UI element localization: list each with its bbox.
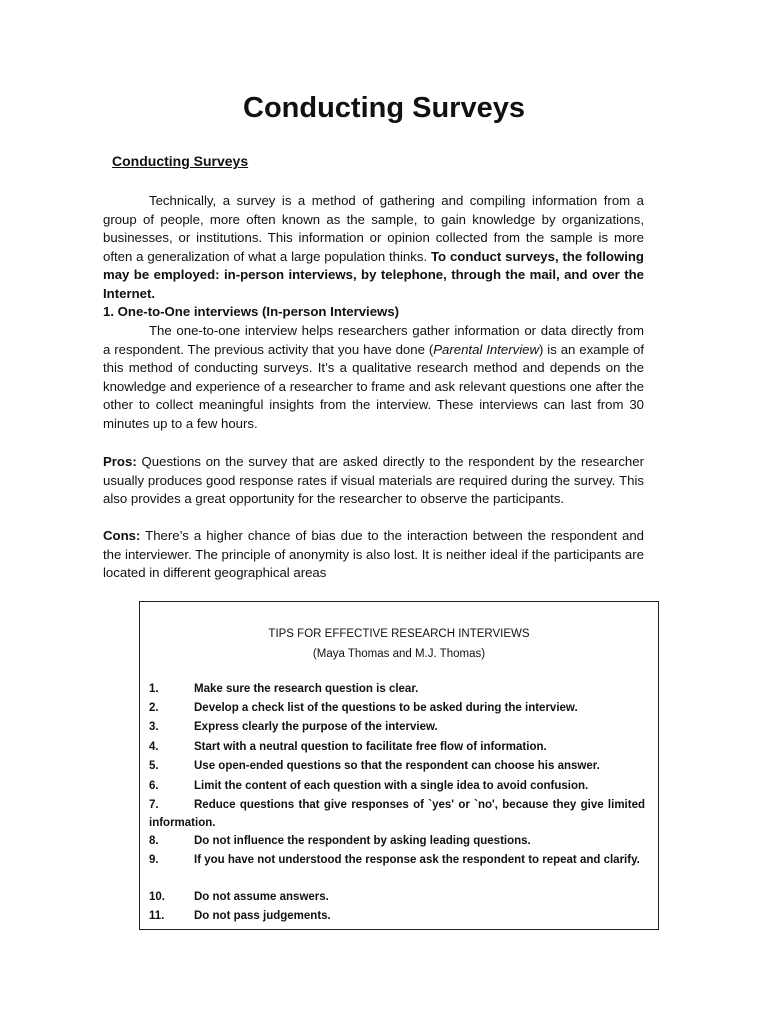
tips-box-title: TIPS FOR EFFECTIVE RESEARCH INTERVIEWS	[268, 628, 530, 640]
tip-text: Develop a check list of the questions to be asked during the interview.	[194, 702, 578, 714]
tip-text: Reduce questions that give responses of `yes' or `no', because they give limited information.	[149, 799, 645, 829]
section-1-text-before: The one-to-one interview helps researchers gather information or data directly from a respondent. The previous activity that you have done (	[103, 323, 644, 357]
section-1-heading: 1. One-to-One interviews (In-person Interviews)	[103, 304, 400, 319]
tips-box	[139, 601, 659, 930]
pros-paragraph	[103, 453, 644, 509]
tip-item	[149, 889, 645, 907]
cons-paragraph	[103, 527, 644, 583]
tip-number: 5.	[149, 760, 159, 772]
tip-text: Do not influence the respondent by asking leading questions.	[194, 835, 531, 847]
section-1-paragraph	[103, 322, 644, 434]
tip-item	[149, 908, 645, 926]
tip-number: 9.	[149, 854, 159, 866]
tip-item	[149, 852, 645, 870]
tip-number: 8.	[149, 835, 159, 847]
page-title: Conducting Surveys	[243, 92, 525, 124]
tip-item	[149, 758, 645, 776]
tip-number: 11.	[149, 910, 165, 922]
tip-item	[149, 797, 645, 832]
cons-text: There’s a higher chance of bias due to the interaction between the respondent and the interviewer. The principle of anonymity is also lost. It is neither ideal if the participants are located in different geographical areas	[103, 528, 644, 581]
tip-number: 1.	[149, 683, 159, 695]
tip-item	[149, 719, 645, 737]
tip-number: 10.	[149, 891, 165, 903]
tip-number: 6.	[149, 780, 159, 792]
intro-bold-text: To conduct surveys, the following may be employed: in-person interviews, by telephone, through the mail, and over the Internet.	[103, 248, 644, 301]
tip-number: 4.	[149, 741, 159, 753]
tip-item	[149, 681, 645, 699]
tip-text: Limit the content of each question with a single idea to avoid confusion.	[194, 780, 589, 792]
tip-text: Start with a neutral question to facilitate free flow of information.	[194, 741, 547, 753]
cons-label: Cons:	[103, 528, 141, 543]
pros-text: Questions on the survey that are asked directly to the respondent by the researcher usually produces good response rates if visual materials are required during the survey. This also provides a great opportunity for the researcher to observe the participants.	[103, 454, 644, 507]
tip-number: 3.	[149, 721, 159, 733]
section-1-text-after: ) is an example of this method of conducting surveys. It’s a qualitative research method and depends on the knowledge and experience of a researcher to frame and ask relevant questions one after the other to collect meaningful insights from the interview. These interviews can last from 30 minutes up to a few hours.	[103, 341, 644, 431]
section-subheading: Conducting Surveys	[112, 153, 249, 169]
tip-item	[149, 833, 645, 851]
tip-item	[149, 778, 645, 796]
tip-text: Express clearly the purpose of the interview.	[194, 721, 438, 733]
intro-paragraph	[103, 192, 644, 304]
tip-text: If you have not understood the response ask the respondent to repeat and clarify.	[194, 854, 640, 866]
tip-item	[149, 700, 645, 718]
tip-text: Use open-ended questions so that the respondent can choose his answer.	[194, 760, 600, 772]
tip-number: 2.	[149, 702, 159, 714]
intro-text: Technically, a survey is a method of gathering and compiling information from a group of people, more often known as the sample, to gain knowledge by organizations, businesses, or institutions. This information or opinion collected from the sample is more often a generalization of what a large population thinks.	[103, 193, 644, 264]
section-1-italic: Parental Interview	[433, 341, 539, 357]
tip-text: Do not assume answers.	[194, 891, 329, 903]
tip-item	[149, 739, 645, 757]
tip-number: 7.	[149, 799, 159, 811]
pros-label: Pros:	[103, 454, 137, 469]
tip-text: Do not pass judgements.	[194, 910, 331, 922]
tip-text: Make sure the research question is clear.	[194, 683, 419, 695]
tips-box-subtitle: (Maya Thomas and M.J. Thomas)	[312, 648, 486, 660]
